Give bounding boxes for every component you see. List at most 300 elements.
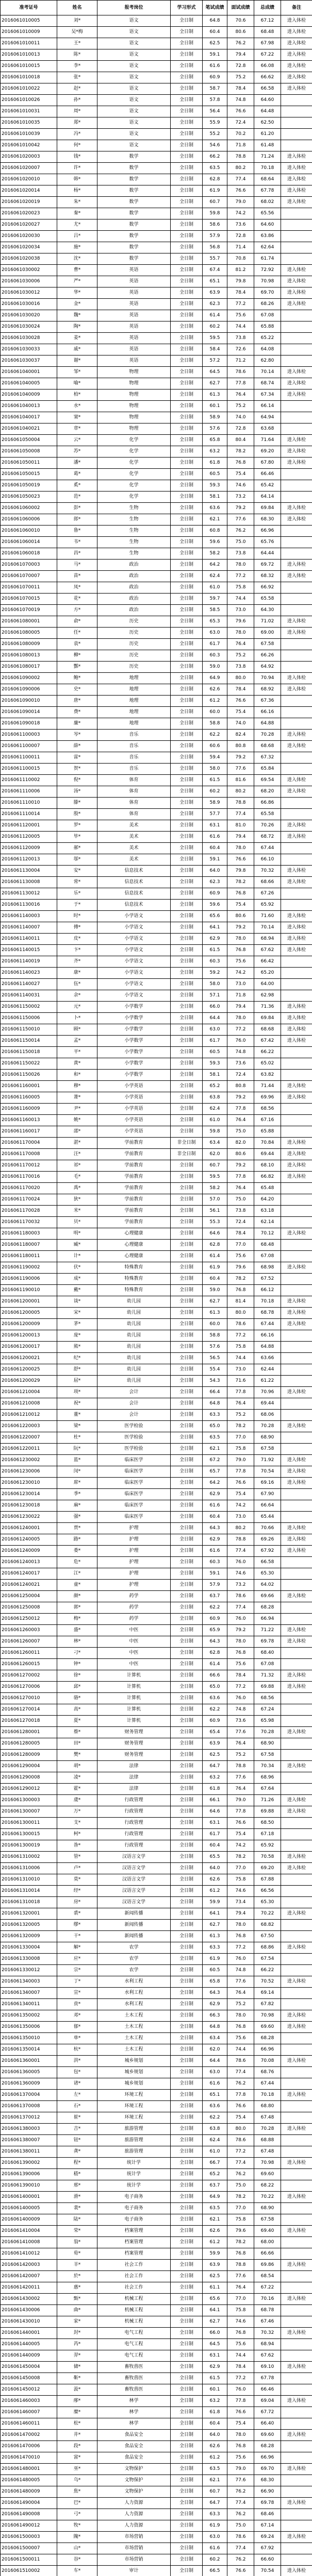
table-cell: 2016061350002	[1, 2010, 57, 2022]
table-cell: 医学检验	[97, 1432, 171, 1444]
table-cell: 贾*	[57, 1523, 97, 1534]
table-cell: 65.5	[203, 1852, 227, 1863]
table-cell: 临床医学	[97, 1512, 171, 1523]
table-cell: 62.2	[203, 1602, 227, 1614]
table-cell: 全日制	[171, 1240, 203, 1251]
table-cell: 羊*	[57, 2260, 97, 2271]
table-cell: 全日制	[171, 1024, 203, 1036]
table-cell: 禹*	[57, 1183, 97, 1194]
table-cell: 全日制	[171, 1206, 203, 1217]
table-cell: 77.2	[227, 1942, 254, 1954]
table-cell: 76.0	[227, 2384, 254, 2396]
table-cell: 60.2	[203, 786, 227, 798]
table-cell: 徐*	[57, 1670, 97, 1682]
table-cell: 2016061140019	[1, 956, 57, 968]
table-cell: 62.4	[203, 2135, 227, 2146]
table-cell: 地理	[97, 718, 171, 730]
table-cell: 64.92	[254, 662, 281, 673]
table-cell: 美术	[97, 820, 171, 832]
table-cell: 进入体检	[281, 27, 312, 38]
table-cell: 全日制	[171, 2350, 203, 2362]
table-cell: 77.0	[227, 1240, 254, 1251]
table-cell: 64.88	[254, 1342, 281, 1353]
table-cell: 66.14	[254, 401, 281, 412]
table-cell: 万*	[57, 1806, 97, 1818]
table-cell: 79.8	[227, 276, 254, 287]
table-cell: 屈*	[57, 1376, 97, 1387]
table-cell: 全日制	[171, 310, 203, 321]
table-cell: 2016061460003	[1, 2396, 57, 2407]
table-cell: 2016061480005	[1, 2475, 57, 2486]
table-cell: 2016061270006	[1, 1682, 57, 1693]
table-cell: 77.8	[227, 2090, 254, 2101]
table-cell: 72.6	[227, 344, 254, 355]
table-cell: 傅*	[57, 922, 97, 934]
table-cell: 64.4	[203, 1013, 227, 1024]
table-cell: 进入体检	[281, 1682, 312, 1693]
table-row	[1, 1682, 312, 1693]
table-cell: 79.2	[227, 922, 254, 934]
table-cell: 2016061410004	[1, 2226, 57, 2237]
table-row	[1, 469, 312, 480]
table-cell	[281, 1206, 312, 1217]
table-cell	[281, 854, 312, 866]
table-cell: 井*	[57, 2430, 97, 2441]
table-cell: 2016061360005	[1, 2067, 57, 2078]
table-row	[1, 1704, 312, 1716]
table-cell: 语文	[97, 49, 171, 61]
table-cell: 78.4	[227, 287, 254, 299]
table-cell: 2016061160017	[1, 1126, 57, 1138]
table-cell: 陈*	[57, 49, 97, 61]
table-cell: 67.82	[254, 1999, 281, 2010]
table-cell: 环境工程	[97, 2101, 171, 2112]
table-cell	[281, 537, 312, 548]
table-cell: 机械工程	[97, 2305, 171, 2316]
table-cell: 全日制	[171, 1194, 203, 1206]
table-cell: 进入体检	[281, 503, 312, 514]
table-cell: 全日制	[171, 1115, 203, 1126]
table-cell	[281, 1557, 312, 1568]
table-cell: 67.44	[254, 2078, 281, 2090]
table-cell	[281, 95, 312, 106]
table-cell	[281, 662, 312, 673]
table-cell: 邢*	[57, 2180, 97, 2192]
table-cell: 全日制	[171, 662, 203, 673]
table-cell: 和*	[57, 1070, 97, 1081]
table-cell: 石*	[57, 2101, 97, 2112]
table-cell: 数学	[97, 242, 171, 253]
table-cell: 61.6	[203, 832, 227, 843]
table-cell: 75.2	[227, 1410, 254, 1421]
table-cell: 61.0	[203, 1115, 227, 1126]
table-cell: 2016061030002	[1, 265, 57, 276]
table-cell: 平*	[57, 1047, 97, 1058]
table-cell: 78.4	[227, 2362, 254, 2373]
table-cell: 75.6	[227, 1659, 254, 1670]
table-row	[1, 1036, 312, 1047]
table-cell: 薛*	[57, 741, 97, 752]
table-cell: 68.00	[254, 2237, 281, 2248]
table-cell: 77.4	[227, 2543, 254, 2554]
table-cell: 全日制	[171, 1546, 203, 1557]
table-row	[1, 1670, 312, 1682]
table-row	[1, 2294, 312, 2305]
table-cell: 全日制	[171, 106, 203, 117]
table-cell: 危*	[57, 1557, 97, 1568]
table-cell	[281, 401, 312, 412]
table-cell: 2016061300003	[1, 1795, 57, 1806]
table-row	[1, 1976, 312, 1988]
table-cell: 全日制	[171, 2260, 203, 2271]
table-cell: 76.4	[227, 1398, 254, 1410]
table-cell: 65.0	[203, 1421, 227, 1432]
table-cell: 62.0	[203, 2044, 227, 2056]
table-cell: 72.92	[254, 265, 281, 276]
table-cell: 档案管理	[97, 2248, 171, 2260]
table-cell: 季*	[57, 1489, 97, 1500]
table-row	[1, 1319, 312, 1330]
table-row	[1, 968, 312, 979]
table-cell: 全日制	[171, 1693, 203, 1704]
table-cell: 庞*	[57, 1330, 97, 1342]
table-cell: 67.48	[254, 2146, 281, 2158]
table-cell: 历史	[97, 616, 171, 628]
table-cell	[281, 1251, 312, 1262]
table-cell: 韦*	[57, 537, 97, 548]
table-row	[1, 1942, 312, 1954]
table-cell: 学前教育	[97, 1138, 171, 1149]
table-cell: 60.0	[203, 707, 227, 718]
table-cell: 2016061350010	[1, 2033, 57, 2044]
table-cell: 2016061220007	[1, 1432, 57, 1444]
table-cell: 2016061150014	[1, 1036, 57, 1047]
table-cell: 昌*	[57, 548, 97, 560]
table-cell: 全日制	[171, 707, 203, 718]
table-cell: 68.48	[254, 1240, 281, 1251]
table-cell: 全日制	[171, 888, 203, 900]
table-cell: 74.4	[227, 1353, 254, 1364]
table-cell: 78.2	[227, 1421, 254, 1432]
table-cell: 电子商务	[97, 2203, 171, 2214]
table-cell	[281, 2339, 312, 2350]
table-cell: 赵*	[57, 83, 97, 95]
table-cell: 61.7	[203, 1036, 227, 1047]
table-cell: 全日制	[171, 911, 203, 922]
table-cell: 水利工程	[97, 1999, 171, 2010]
table-cell: 2016061220003	[1, 1421, 57, 1432]
table-cell: 行政管理	[97, 1829, 171, 1840]
table-cell	[281, 1398, 312, 1410]
table-cell: 62.9	[203, 2362, 227, 2373]
table-row	[1, 526, 312, 537]
table-cell: 化学	[97, 492, 171, 503]
table-cell: 78.4	[227, 1228, 254, 1240]
table-cell	[281, 1602, 312, 1614]
table-cell: 79.2	[227, 752, 254, 764]
table-cell: 全日制	[171, 1002, 203, 1013]
table-row	[1, 1863, 312, 1874]
table-cell: 61.6	[203, 2543, 227, 2554]
table-row	[1, 1750, 312, 1761]
table-cell: 信息技术	[97, 900, 171, 911]
table-cell: 全日制	[171, 446, 203, 457]
table-cell: 59.8	[203, 1126, 227, 1138]
table-row	[1, 1115, 312, 1126]
table-cell: 小学英语	[97, 1081, 171, 1092]
table-cell: 全日制	[171, 2203, 203, 2214]
table-cell: 66.56	[254, 1886, 281, 1897]
table-cell: 裴*	[57, 2203, 97, 2214]
table-cell: 全日制	[171, 2067, 203, 2078]
table-cell: 66.64	[254, 1500, 281, 1512]
table-cell: 63.4	[203, 2033, 227, 2044]
table-cell: 解*	[57, 1942, 97, 1954]
table-cell: 60.2	[203, 2554, 227, 2566]
table-cell: 林*	[57, 1636, 97, 1648]
table-cell: 曹*	[57, 265, 97, 276]
table-cell: 畜牧兽医	[97, 2373, 171, 2384]
table-cell: 66.1	[203, 1795, 227, 1806]
table-cell: 64.20	[254, 1194, 281, 1206]
table-cell: 61.0	[203, 582, 227, 594]
table-cell: 计*	[57, 1251, 97, 1262]
table-cell: 69.66	[254, 1591, 281, 1602]
table-cell: 全日制	[171, 2486, 203, 2498]
table-cell: 77.8	[227, 1466, 254, 1478]
table-cell: 2016061190010	[1, 1285, 57, 1296]
table-cell: 全日制	[171, 673, 203, 684]
table-cell: 数学	[97, 253, 171, 265]
table-row	[1, 208, 312, 219]
table-cell: 78.2	[227, 2192, 254, 2203]
table-cell: 63.5	[203, 2464, 227, 2475]
table-cell: 76.4	[227, 1738, 254, 1750]
table-cell: 弓*	[57, 2509, 97, 2520]
table-cell	[281, 2237, 312, 2248]
table-cell	[281, 412, 312, 423]
table-cell: 全日制	[171, 503, 203, 514]
table-cell: 76.4	[227, 389, 254, 401]
table-cell: 81.0	[227, 820, 254, 832]
table-cell: 2016061130004	[1, 866, 57, 877]
table-cell: 汉语言文学	[97, 1874, 171, 1886]
table-cell: 76.8	[227, 2441, 254, 2452]
table-cell: 77.2	[227, 299, 254, 310]
table-cell: 63.86	[254, 231, 281, 242]
table-row	[1, 423, 312, 435]
table-row	[1, 900, 312, 911]
table-cell: 进入体检	[281, 1591, 312, 1602]
table-cell: 小学数学	[97, 1002, 171, 1013]
table-cell: 进入体检	[281, 446, 312, 457]
table-cell: 68.20	[254, 786, 281, 798]
table-row	[1, 1172, 312, 1183]
table-cell: 78.8	[227, 1534, 254, 1546]
table-cell: 55.7	[203, 253, 227, 265]
table-cell: 65.56	[254, 208, 281, 219]
table-row	[1, 2271, 312, 2282]
table-cell: 贺*	[57, 764, 97, 775]
table-cell: 64.14	[254, 492, 281, 503]
table-cell: 进入体检	[281, 1976, 312, 1988]
table-cell: 69.60	[254, 2169, 281, 2180]
table-cell: 2016061010005	[1, 15, 57, 27]
table-cell: 全日制	[171, 2384, 203, 2396]
table-row	[1, 2475, 312, 2486]
table-cell	[281, 1693, 312, 1704]
table-cell: 全日制	[171, 1727, 203, 1738]
table-cell: 袁*	[57, 639, 97, 650]
table-cell: 69.78	[254, 1636, 281, 1648]
table-row	[1, 866, 312, 877]
table-cell: 娄*	[57, 1546, 97, 1557]
table-cell: 62.4	[203, 1104, 227, 1115]
table-cell: 69.70	[254, 287, 281, 299]
table-cell: 进入体检	[281, 2056, 312, 2067]
table-row	[1, 571, 312, 582]
table-body	[1, 15, 312, 2576]
table-cell: 69.16	[254, 1478, 281, 1489]
table-cell: 语文	[97, 106, 171, 117]
table-cell: 61.2	[203, 1886, 227, 1897]
table-cell: 邬*	[57, 854, 97, 866]
table-cell: 2016061210008	[1, 1398, 57, 1410]
table-row	[1, 956, 312, 968]
table-cell: 祝*	[57, 1398, 97, 1410]
table-cell: 73.8	[227, 548, 254, 560]
table-row	[1, 435, 312, 446]
table-cell: 全日制	[171, 389, 203, 401]
table-cell: 2016061320005	[1, 1920, 57, 1931]
table-cell: 全日制	[171, 1750, 203, 1761]
table-cell: 樊*	[57, 1750, 97, 1761]
table-row	[1, 1421, 312, 1432]
table-cell: 周*	[57, 106, 97, 117]
table-cell: 何*	[57, 140, 97, 151]
table-cell: 全日制	[171, 2305, 203, 2316]
table-cell: 63.82	[254, 1070, 281, 1081]
table-cell: 幼儿园	[97, 1296, 171, 1308]
table-cell: 67.42	[254, 1036, 281, 1047]
table-cell: 全日制	[171, 1296, 203, 1308]
table-cell: 乌*	[57, 2475, 97, 2486]
table-row	[1, 1920, 312, 1931]
table-cell: 生物	[97, 537, 171, 548]
table-cell: 2016061100003	[1, 730, 57, 741]
table-cell: 71.8	[227, 990, 254, 1002]
table-cell: 75.2	[227, 401, 254, 412]
table-cell: 语文	[97, 117, 171, 129]
table-cell: 59.6	[203, 900, 227, 911]
table-cell: 全日制	[171, 219, 203, 231]
table-cell: 进入体检	[281, 1421, 312, 1432]
table-cell: 祁*	[57, 1160, 97, 1172]
table-cell: 邱*	[57, 1682, 97, 1693]
table-cell: 74.8	[227, 1704, 254, 1716]
table-cell: 68.26	[254, 299, 281, 310]
table-cell: 77.6	[227, 514, 254, 526]
table-row	[1, 174, 312, 185]
table-cell: 2016061260015	[1, 1659, 57, 1670]
table-cell: 63.9	[203, 2260, 227, 2271]
table-cell: 64.5	[203, 367, 227, 378]
table-cell	[281, 469, 312, 480]
table-cell: 钮*	[57, 2135, 97, 2146]
table-cell: 学前教育	[97, 1183, 171, 1194]
table-cell: 施*	[57, 242, 97, 253]
table-cell: 进入体检	[281, 1002, 312, 1013]
table-cell: 76.2	[227, 2078, 254, 2090]
table-cell: 体育	[97, 798, 171, 809]
table-row	[1, 15, 312, 27]
table-cell: 65.58	[254, 809, 281, 820]
table-cell	[281, 1659, 312, 1670]
table-cell: 69.60	[254, 2430, 281, 2441]
table-cell: 小学语文	[97, 934, 171, 945]
table-cell: 57.8	[203, 95, 227, 106]
table-cell: 化学	[97, 446, 171, 457]
table-cell: 78.0	[227, 2010, 254, 2022]
table-cell: 进入体检	[281, 1319, 312, 1330]
table-cell: 2016061140031	[1, 990, 57, 1002]
table-cell: 63.0	[203, 1024, 227, 1036]
table-row	[1, 2373, 312, 2384]
table-cell: 75.4	[227, 707, 254, 718]
table-row	[1, 1308, 312, 1319]
table-cell	[281, 968, 312, 979]
table-cell: 76.8	[227, 1648, 254, 1659]
table-cell: 进入体检	[281, 2328, 312, 2339]
table-cell: 英语	[97, 299, 171, 310]
table-cell: 54.6	[203, 140, 227, 151]
table-cell: 汪*	[57, 1149, 97, 1160]
table-cell: 61.4	[203, 310, 227, 321]
table-row	[1, 1636, 312, 1648]
table-cell: 翁*	[57, 2237, 97, 2248]
table-cell: 花*	[57, 594, 97, 605]
table-cell: 57.6	[203, 423, 227, 435]
table-cell: 全日制	[171, 1738, 203, 1750]
table-cell: 62.1	[203, 514, 227, 526]
table-cell: 进入体检	[281, 2192, 312, 2203]
table-cell: 2016061090010	[1, 696, 57, 707]
table-cell: 物理	[97, 423, 171, 435]
table-row	[1, 231, 312, 242]
table-cell: 行政管理	[97, 1806, 171, 1818]
table-cell: 62.8	[203, 1240, 227, 1251]
table-cell: 全日制	[171, 197, 203, 208]
table-cell: 文物保护	[97, 2475, 171, 2486]
table-cell: 语文	[97, 95, 171, 106]
table-cell: 65.48	[254, 1183, 281, 1194]
table-cell: 历史	[97, 639, 171, 650]
table-cell: 全日制	[171, 1081, 203, 1092]
table-cell: 63.1	[203, 2350, 227, 2362]
table-row	[1, 1466, 312, 1478]
table-cell	[281, 1648, 312, 1659]
table-cell: 2016061390010	[1, 2180, 57, 2192]
table-cell: 2016061170020	[1, 1183, 57, 1194]
table-row	[1, 1002, 312, 1013]
table-cell: 69.44	[254, 1398, 281, 1410]
table-cell: 67.80	[254, 457, 281, 469]
table-cell: 全日制	[171, 934, 203, 945]
table-cell: 体育	[97, 786, 171, 798]
table-cell: 全日制	[171, 276, 203, 287]
table-cell: 小学语文	[97, 979, 171, 990]
table-row	[1, 412, 312, 423]
